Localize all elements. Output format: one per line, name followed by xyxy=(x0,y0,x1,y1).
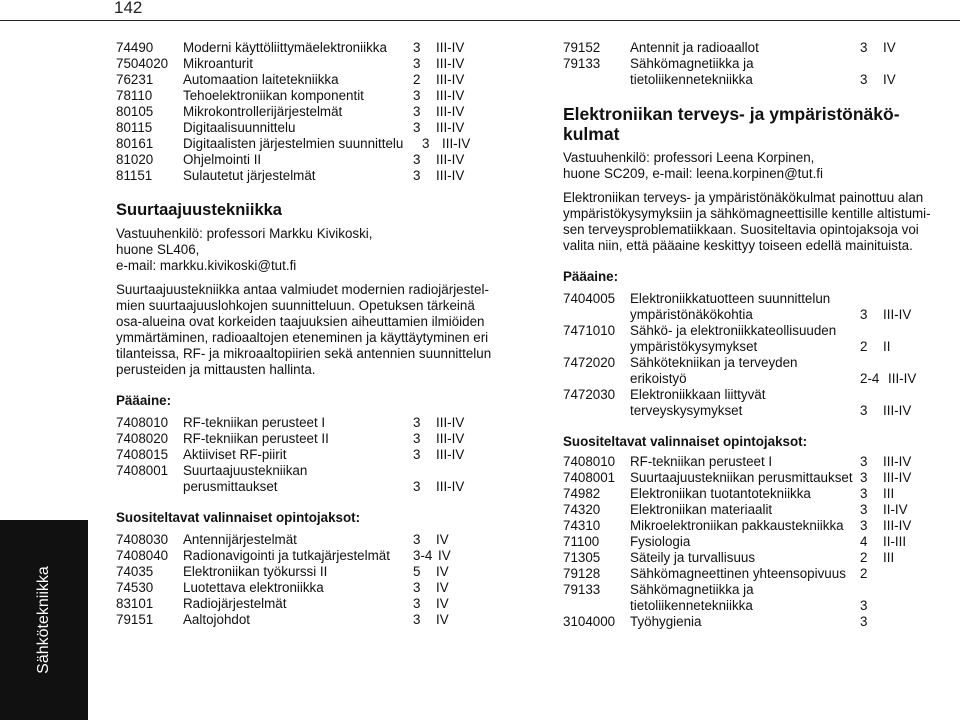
course-code: 7471010 xyxy=(563,323,616,338)
course-name: Suurtaajuustekniikan perusmittaukset xyxy=(630,470,853,485)
course-row xyxy=(563,355,955,387)
course-code: 74320 xyxy=(563,502,601,517)
course-code: 79133 xyxy=(563,56,601,71)
major-heading: Pääaine: xyxy=(563,269,619,284)
section-title-line: Elektroniikan terveys- ja ympäristönäkö- xyxy=(563,104,900,124)
course-row xyxy=(563,323,955,355)
course-code: 81020 xyxy=(116,152,154,167)
course-credits: 3 xyxy=(413,120,421,135)
course-row xyxy=(563,534,955,550)
course-name: Digitaalisuunnittelu xyxy=(183,120,296,135)
course-row xyxy=(116,72,508,88)
contact-line: Vastuuhenkilö: professori Markku Kivikoski, xyxy=(116,226,373,241)
course-code: 76231 xyxy=(116,72,154,87)
course-credits: 3 xyxy=(860,454,868,469)
contact-info xyxy=(563,150,955,182)
course-name: Elektroniikan materiaalit xyxy=(630,502,773,517)
course-year: IV xyxy=(436,532,449,547)
course-code: 79151 xyxy=(116,612,154,627)
course-code: 7408040 xyxy=(116,548,169,563)
course-code: 7504020 xyxy=(116,56,169,71)
course-name: RF-tekniikan perusteet I xyxy=(183,415,326,430)
course-name: RF-tekniikan perusteet I xyxy=(630,454,773,469)
course-credits: 3 xyxy=(860,72,868,87)
course-list-continued xyxy=(563,40,955,88)
left-column xyxy=(116,40,508,628)
course-row xyxy=(116,136,508,152)
header-divider xyxy=(0,20,960,21)
course-year: III-IV xyxy=(883,403,912,418)
course-code: 74310 xyxy=(563,518,601,533)
course-credits: 3 xyxy=(413,415,421,430)
course-year: III-IV xyxy=(436,415,465,430)
contact-line: Vastuuhenkilö: professori Leena Korpinen, xyxy=(563,150,815,165)
course-credits: 3 xyxy=(413,612,421,627)
course-year: III-IV xyxy=(883,470,912,485)
course-code: 74530 xyxy=(116,580,154,595)
course-code: 3104000 xyxy=(563,614,616,629)
course-credits: 2 xyxy=(860,550,868,565)
course-credits: 3 xyxy=(413,596,421,611)
course-credits: 3 xyxy=(413,431,421,446)
course-name: Moderni käyttöliittymäelektroniikka xyxy=(183,40,387,55)
course-row xyxy=(563,518,955,534)
course-code: 74982 xyxy=(563,486,601,501)
course-name: Aaltojohdot xyxy=(183,612,251,627)
description-line: mien suurtaajuuslohkojen suunnitteluun. Opetuksen tärkeinä xyxy=(116,298,475,313)
recommended-course-list xyxy=(116,532,508,628)
course-credits: 3-4 xyxy=(413,548,433,563)
course-credits: 2 xyxy=(413,72,421,87)
contact-line: huone SL406, xyxy=(116,242,200,257)
course-row xyxy=(563,470,955,486)
course-credits: 2 xyxy=(860,566,868,581)
course-year: III-IV xyxy=(436,72,465,87)
course-code: 80161 xyxy=(116,136,154,151)
course-name: Elektroniikkatuotteen suunnittelun ympäristönäkökohtia xyxy=(630,291,831,322)
course-code: 7408020 xyxy=(116,431,169,446)
course-code: 71305 xyxy=(563,550,601,565)
course-year: III-IV xyxy=(436,40,465,55)
course-row xyxy=(116,564,508,580)
description-line: osa-alueina ovat korkeiden taajuuksien aiheuttamien ilmiöiden xyxy=(116,314,485,329)
course-name: Työhygienia xyxy=(630,614,702,629)
recommended-heading: Suositeltavat valinnaiset opintojaksot: xyxy=(116,510,361,525)
course-row xyxy=(563,56,955,88)
course-row xyxy=(116,463,508,495)
section-description xyxy=(563,190,955,254)
course-credits: 3 xyxy=(413,104,421,119)
course-credits: 3 xyxy=(860,307,868,322)
course-row xyxy=(116,431,508,447)
course-year: III-IV xyxy=(436,152,465,167)
course-year: IV xyxy=(883,72,896,87)
section-title-line: kulmat xyxy=(563,124,620,144)
course-name: Elektroniikan tuotantotekniikka xyxy=(630,486,811,501)
course-credits: 3 xyxy=(413,580,421,595)
course-year: II xyxy=(883,339,891,354)
course-credits: 3 xyxy=(860,486,868,501)
course-row xyxy=(116,88,508,104)
course-row xyxy=(116,56,508,72)
course-row xyxy=(116,548,508,564)
course-code: 7408001 xyxy=(116,463,169,478)
course-name: Mikroanturit xyxy=(183,56,253,71)
course-year: III-IV xyxy=(888,371,917,386)
course-code: 78110 xyxy=(116,88,153,103)
description-line: tilanteissa, RF- ja mikroaaltopiirien sekä antennien suunnittelun xyxy=(116,346,492,361)
course-year: III-IV xyxy=(436,447,465,462)
course-year: IV xyxy=(436,596,449,611)
description-line: ympäristökysymyksiin ja sähkömagneettisille kentille altistumi- xyxy=(563,206,931,221)
course-name: Automaation laitetekniikka xyxy=(183,72,339,87)
course-name: Mikroelektroniikan pakkaustekniikka xyxy=(630,518,844,533)
course-year: III-IV xyxy=(436,88,465,103)
course-code: 7408015 xyxy=(116,447,169,462)
section-description xyxy=(116,282,508,378)
course-name: Suurtaajuustekniikan perusmittaukset xyxy=(183,463,308,494)
course-row xyxy=(563,566,955,582)
course-year: IV xyxy=(883,40,896,55)
course-row xyxy=(116,168,508,184)
description-line: valita niin, että pääaine keskittyy toiseen edellä mainituista. xyxy=(563,238,913,253)
course-year: IV xyxy=(436,580,449,595)
course-credits: 4 xyxy=(860,534,868,549)
section-sidebar-tab xyxy=(0,520,88,720)
course-row xyxy=(563,40,955,56)
course-code: 74035 xyxy=(116,564,154,579)
contact-line: huone SC209, e-mail: leena.korpinen@tut.fi xyxy=(563,166,823,181)
course-name: Sulautetut järjestelmät xyxy=(183,168,316,183)
course-row xyxy=(563,387,955,419)
course-credits: 3 xyxy=(860,598,868,613)
course-name: Luotettava elektroniikka xyxy=(183,580,324,595)
course-name: RF-tekniikan perusteet II xyxy=(183,431,329,446)
course-name: Sähkötekniikan ja terveyden erikoistyö xyxy=(630,355,798,386)
course-credits: 3 xyxy=(413,168,421,183)
course-credits: 3 xyxy=(860,470,868,485)
course-code: 74490 xyxy=(116,40,154,55)
course-year: IV xyxy=(436,564,449,579)
course-credits: 3 xyxy=(413,479,421,494)
course-row xyxy=(563,486,955,502)
course-year: III-IV xyxy=(436,431,465,446)
course-credits: 2 xyxy=(860,339,868,354)
course-year: III-IV xyxy=(436,56,465,71)
course-name: Säteily ja turvallisuus xyxy=(630,550,756,565)
course-credits: 3 xyxy=(413,40,421,55)
course-credits: 3 xyxy=(860,518,868,533)
course-code: 79152 xyxy=(563,40,601,55)
course-year: III-IV xyxy=(436,168,465,183)
recommended-course-list xyxy=(563,454,955,630)
course-credits: 3 xyxy=(413,56,421,71)
course-credits: 3 xyxy=(413,447,421,462)
course-year: III-IV xyxy=(442,136,471,151)
course-row xyxy=(563,502,955,518)
course-year: II-III xyxy=(883,534,907,549)
course-row xyxy=(116,532,508,548)
course-list-continued xyxy=(116,40,508,184)
course-credits: 3 xyxy=(422,136,430,151)
course-row xyxy=(116,596,508,612)
course-row xyxy=(563,582,955,614)
course-year: II-IV xyxy=(883,502,908,517)
course-credits: 2-4 xyxy=(860,371,880,386)
course-year: IV xyxy=(436,612,449,627)
course-name: Sähkömagnetiikka ja tietoliikennetekniikka xyxy=(630,56,754,87)
course-name: Fysiologia xyxy=(630,534,691,549)
course-row xyxy=(563,291,955,323)
course-year: III xyxy=(883,550,895,565)
course-name: Ohjelmointi II xyxy=(183,152,262,167)
course-year: III xyxy=(883,486,895,501)
course-year: III-IV xyxy=(436,120,465,135)
course-row xyxy=(563,550,955,566)
course-name: Sähkömagneettinen yhteensopivuus xyxy=(630,566,846,581)
course-row xyxy=(116,580,508,596)
course-year: III-IV xyxy=(883,518,912,533)
description-line: Suurtaajuustekniikka antaa valmiudet modernien radiojärjestel- xyxy=(116,282,489,297)
course-name: Aktiiviset RF-piirit xyxy=(183,447,287,462)
course-code: 7408010 xyxy=(116,415,169,430)
course-code: 81151 xyxy=(116,168,153,183)
course-code: 7408030 xyxy=(116,532,169,547)
course-row xyxy=(116,415,508,431)
description-line: ymmärtäminen, radioaaltojen eteneminen ja käyttäytyminen eri xyxy=(116,330,489,345)
section-title xyxy=(563,104,955,144)
course-credits: 3 xyxy=(413,152,421,167)
sidebar-label: Sähkötekniikka xyxy=(35,566,52,674)
course-row xyxy=(116,120,508,136)
course-row xyxy=(563,614,955,630)
course-name: Elektroniikan työkurssi II xyxy=(183,564,328,579)
course-name: Elektroniikkaan liittyvät terveyskysymykset xyxy=(630,387,766,418)
course-credits: 3 xyxy=(860,403,868,418)
course-credits: 3 xyxy=(860,40,868,55)
course-name: Mikrokontrollerijärjestelmät xyxy=(183,104,343,119)
course-credits: 3 xyxy=(860,502,868,517)
course-credits: 5 xyxy=(413,564,421,579)
course-code: 7404005 xyxy=(563,291,616,306)
description-line: perusteiden ja mittausten hallinta. xyxy=(116,362,316,377)
course-code: 79128 xyxy=(563,566,601,581)
course-row xyxy=(116,152,508,168)
course-year: III-IV xyxy=(436,479,465,494)
major-course-list xyxy=(563,291,955,419)
course-year: III-IV xyxy=(883,307,912,322)
course-name: Antennijärjestelmät xyxy=(183,532,297,547)
course-name: Tehoelektroniikan komponentit xyxy=(183,88,364,103)
course-row xyxy=(116,40,508,56)
contact-info xyxy=(116,226,508,274)
course-credits: 3 xyxy=(860,614,868,629)
course-row xyxy=(116,612,508,628)
description-line: Elektroniikan terveys- ja ympäristönäkökulmat painottuu alan xyxy=(563,190,924,205)
page-number: 142 xyxy=(114,0,143,17)
contact-line: e-mail: markku.kivikoski@tut.fi xyxy=(116,258,297,273)
course-code: 80115 xyxy=(116,120,153,135)
major-heading: Pääaine: xyxy=(116,393,172,408)
course-code: 7408010 xyxy=(563,454,616,469)
course-name: Antennit ja radioaallot xyxy=(630,40,759,55)
course-year: IV xyxy=(438,548,451,563)
course-code: 7472030 xyxy=(563,387,616,402)
course-name: Sähkö- ja elektroniikkateollisuuden ympäristökysymykset xyxy=(630,323,837,354)
course-name: Sähkömagnetiikka ja tietoliikennetekniikka xyxy=(630,582,754,613)
course-name: Radionavigointi ja tutkajärjestelmät xyxy=(183,548,390,563)
recommended-heading: Suositeltavat valinnaiset opintojaksot: xyxy=(563,434,808,449)
course-name: Digitaalisten järjestelmien suunnittelu xyxy=(183,136,404,151)
major-course-list xyxy=(116,415,508,495)
section-title: Suurtaajuustekniikka xyxy=(116,201,282,219)
course-code: 80105 xyxy=(116,104,154,119)
course-code: 7472020 xyxy=(563,355,616,370)
course-credits: 3 xyxy=(413,532,421,547)
description-line: sen terveysproblematiikkaan. Suositeltavia opintojaksoja voi xyxy=(563,222,919,237)
course-year: III-IV xyxy=(883,454,912,469)
course-row xyxy=(116,104,508,120)
course-code: 71100 xyxy=(563,534,600,549)
right-column xyxy=(563,40,955,630)
course-code: 7408001 xyxy=(563,470,616,485)
course-name: Radiojärjestelmät xyxy=(183,596,287,611)
course-code: 83101 xyxy=(116,596,154,611)
course-year: III-IV xyxy=(436,104,465,119)
course-row xyxy=(116,447,508,463)
course-credits: 3 xyxy=(413,88,421,103)
course-code: 79133 xyxy=(563,582,601,597)
course-row xyxy=(563,454,955,470)
